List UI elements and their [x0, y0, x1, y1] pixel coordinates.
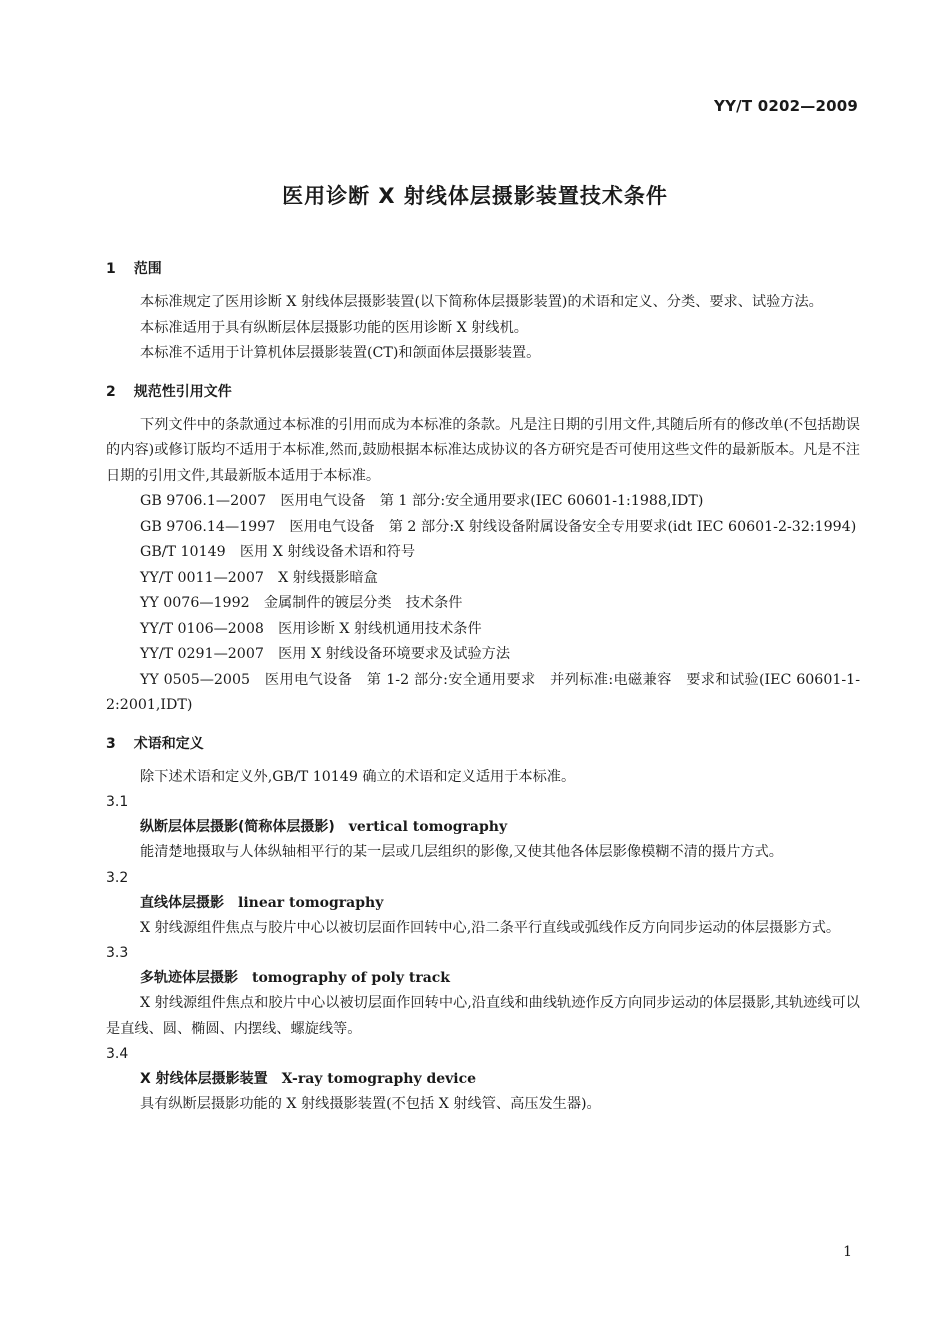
term-number: 3.4: [106, 1046, 129, 1062]
standard-code: YY/T 0202—2009: [714, 97, 858, 115]
page-number: 1: [843, 1244, 852, 1260]
term-cn: X 射线体层摄影装置: [140, 1071, 268, 1087]
section-title: 范围: [133, 261, 162, 277]
section-number: 3: [106, 735, 116, 752]
term-definition: X 射线源组件焦点和胶片中心以被切层面作回转中心,沿直线和曲线轨迹作反方向同步运动的体层摄影,其轨迹线可以是直线、圆、椭圆、内摆线、螺旋线等。: [106, 995, 860, 1037]
term-heading: [106, 1067, 860, 1092]
term-heading: [106, 966, 860, 991]
term-heading: [106, 815, 860, 840]
term-en: linear tomography: [238, 894, 384, 911]
term-en: vertical tomography: [348, 819, 508, 835]
section-title: 规范性引用文件: [133, 383, 232, 400]
section-title: 术语和定义: [133, 735, 204, 752]
term-heading: [106, 891, 860, 916]
reference-item: YY/T 0106—2008 医用诊断 X 射线机通用技术条件: [140, 620, 482, 637]
term-definition: 具有纵断层摄影功能的 X 射线摄影装置(不包括 X 射线管、高压发生器)。: [140, 1096, 601, 1112]
paragraph: 除下述术语和定义外,GB/T 10149 确立的术语和定义适用于本标准。: [140, 768, 576, 785]
term-en: tomography of poly track: [252, 970, 450, 986]
section-number: 1: [106, 261, 116, 277]
section-heading-2: [106, 381, 860, 403]
term-number: 3.3: [106, 945, 129, 961]
term-number: 3.1: [106, 794, 129, 810]
document-title: 医用诊断 X 射线体层摄影装置技术条件: [282, 184, 668, 208]
reference-item: YY 0505—2005 医用电气设备 第 1-2 部分:安全通用要求 并列标准:电磁兼容 要求和试验(IEC 60601-1-2:2001,IDT): [106, 671, 860, 713]
term-number: 3.2: [106, 869, 129, 886]
term-definition: 能清楚地摄取与人体纵轴相平行的某一层或几层组织的影像,又使其他各体层影像模糊不清的摄片方式。: [140, 844, 783, 860]
section-heading-1: [106, 258, 860, 280]
term-definition: X 射线源组件焦点与胶片中心以被切层面作回转中心,沿二条平行直线或弧线作反方向同步运动的体层摄影方式。: [140, 919, 841, 936]
paragraph: 本标准适用于具有纵断层体层摄影功能的医用诊断 X 射线机。: [140, 319, 528, 336]
paragraph: 本标准不适用于计算机体层摄影装置(CT)和颌面体层摄影装置。: [140, 345, 541, 361]
reference-item: GB 9706.1—2007 医用电气设备 第 1 部分:安全通用要求(IEC 60601-1:1988,IDT): [140, 493, 704, 509]
term-cn: 纵断层体层摄影(简称体层摄影): [140, 819, 335, 835]
section-number: 2: [106, 383, 116, 400]
term-cn: 多轨迹体层摄影: [140, 970, 238, 986]
section-heading-3: [106, 733, 860, 755]
reference-item: YY/T 0011—2007 X 射线摄影暗盒: [140, 569, 378, 586]
reference-item: YY/T 0291—2007 医用 X 射线设备环境要求及试验方法: [140, 646, 511, 662]
paragraph: 本标准规定了医用诊断 X 射线体层摄影装置(以下简称体层摄影装置)的术语和定义、分类、要求、试验方法。: [140, 294, 823, 310]
term-cn: 直线体层摄影: [140, 894, 224, 911]
document-body: [106, 258, 860, 1118]
reference-item: YY 0076—1992 金属制件的镀层分类 技术条件: [140, 595, 463, 611]
reference-item: GB 9706.14—1997 医用电气设备 第 2 部分:X 射线设备附属设备安全专用要求(idt IEC 60601-2-32:1994): [140, 518, 857, 535]
paragraph: 下列文件中的条款通过本标准的引用而成为本标准的条款。凡是注日期的引用文件,其随后所有的修改单(不包括勘误的内容)或修订版均不适用于本标准,然而,鼓励根据本标准达成协议的各方研究是否可使用这些文件的最新版本。凡是不注日期的引用文件,其最新版本适用于本标准。: [106, 416, 860, 484]
term-en: X-ray tomography device: [281, 1071, 477, 1087]
reference-item: GB/T 10149 医用 X 射线设备术语和符号: [140, 544, 416, 560]
